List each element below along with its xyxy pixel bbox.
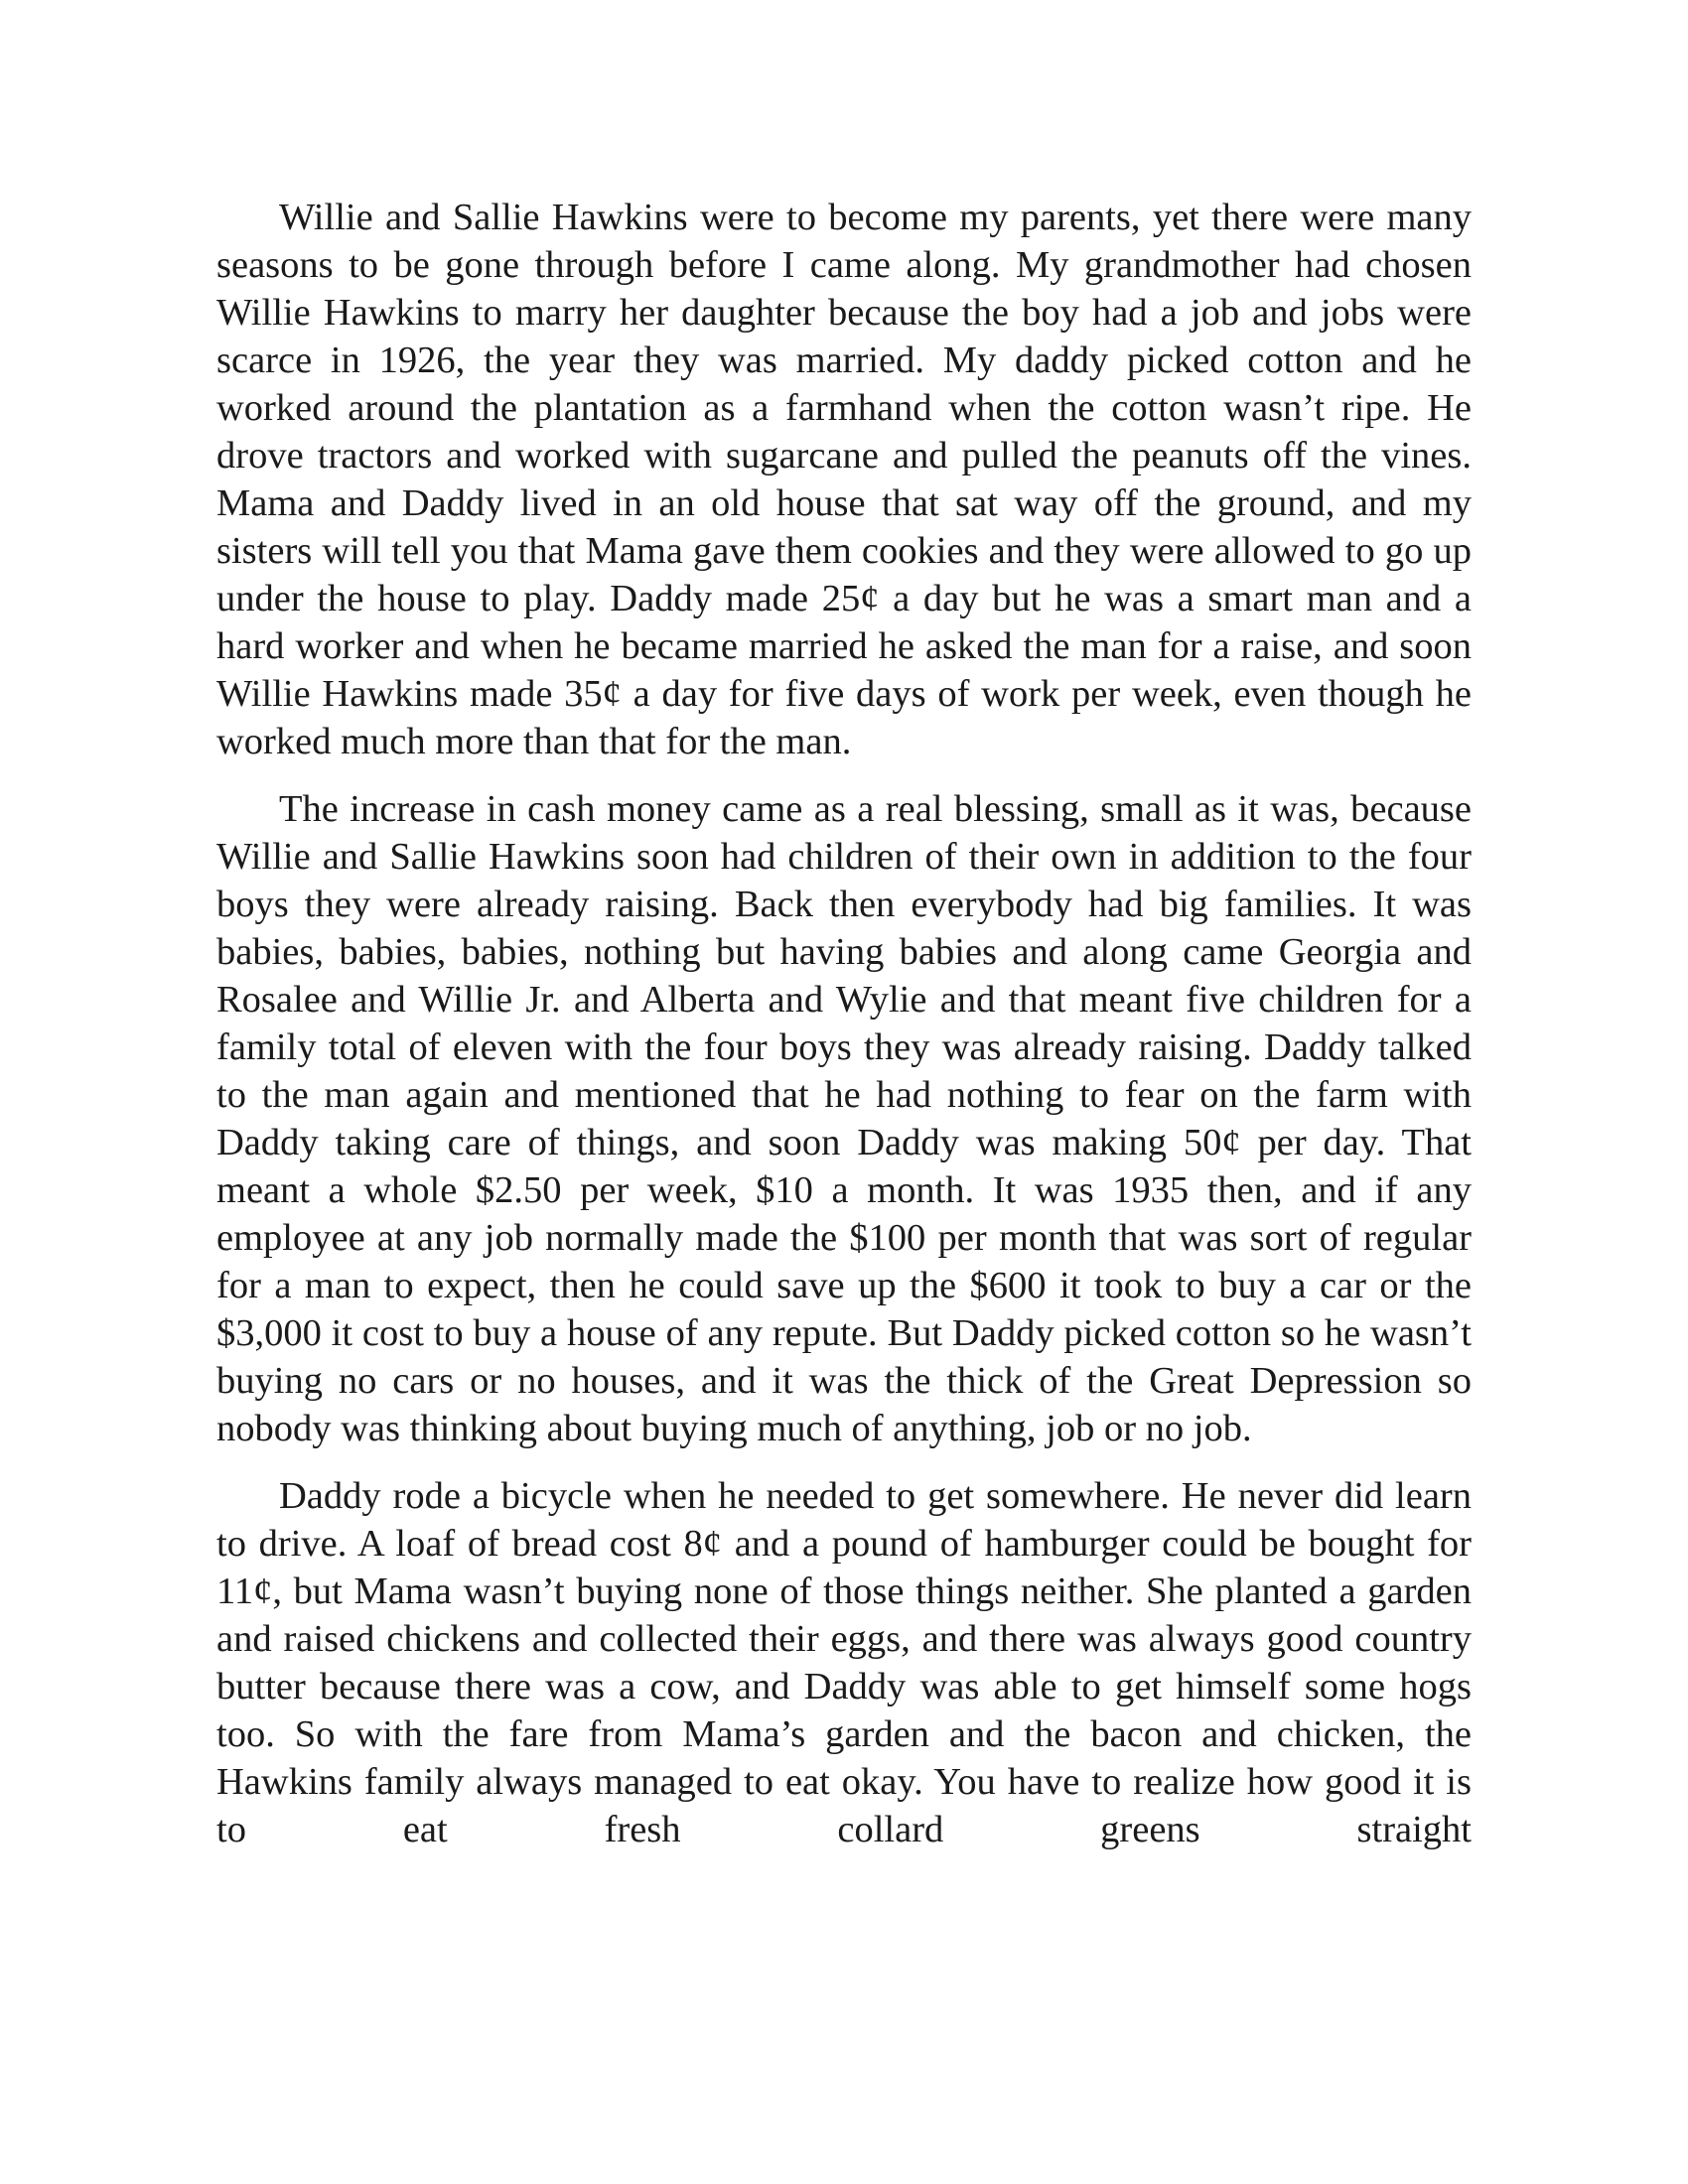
paragraph-1: Willie and Sallie Hawkins were to become my parents, yet there were many seasons to be gone through before I came along. My grandmother had chosen Willie Hawkins to marry her daughter because the boy had a job and jobs were scarce in 1926, the year they was married. My daddy picked cotton and he worked around the plantation as a farmhand when the cotton wasn’t ripe. He drove tractors and worked with sugarcane and pulled the peanuts off the vines. Mama and Daddy lived in an old house that sat way off the ground, and my sisters will tell you that Mama gave them cookies and they were allowed to go up under the house to play. Daddy made 25¢ a day but he was a smart man and a hard worker and when he became married he asked the man for a raise, and soon Willie Hawkins made 35¢ a day for five days of work per week, even though he worked much more than that for the man. — [216, 197, 1472, 762]
paragraph-3: Daddy rode a bicycle when he needed to get somewhere. He never did learn to drive. A loaf of bread cost 8¢ and a pound of hamburger could be bought for 11¢, but Mama wasn’t buying none of those things neither. She planted a garden and raised chickens and collected their eggs, and there was always good country butter because there was a cow, and Daddy was able to get himself some hogs too. So with the fare from Mama’s garden and the bacon and chicken, the Hawkins family always managed to eat okay. You have to realize how good it is to eat fresh collard greens straight — [216, 1475, 1472, 1850]
book-page-body — [216, 194, 1472, 1873]
paragraph-2: The increase in cash money came as a real blessing, small as it was, because Willie and Sallie Hawkins soon had children of their own in addition to the four boys they were already raising. Back then everybody had big families. It was babies, babies, babies, nothing but having babies and along came Georgia and Rosalee and Willie Jr. and Alberta and Wylie and that meant five children for a family total of eleven with the four boys they was already raising. Daddy talked to the man again and mentioned that he had nothing to fear on the farm with Daddy taking care of things, and soon Daddy was making 50¢ per day. That meant a whole $2.50 per week, $10 a month. It was 1935 then, and if any employee at any job normally made the $100 per month that was sort of regular for a man to expect, then he could save up the $600 it took to buy a car or the $3,000 it cost to buy a house of any repute. But Daddy picked cotton so he wasn’t buying no cars or no houses, and it was the thick of the Great Depression so nobody was thinking about buying much of anything, job or no job. — [216, 788, 1472, 1449]
